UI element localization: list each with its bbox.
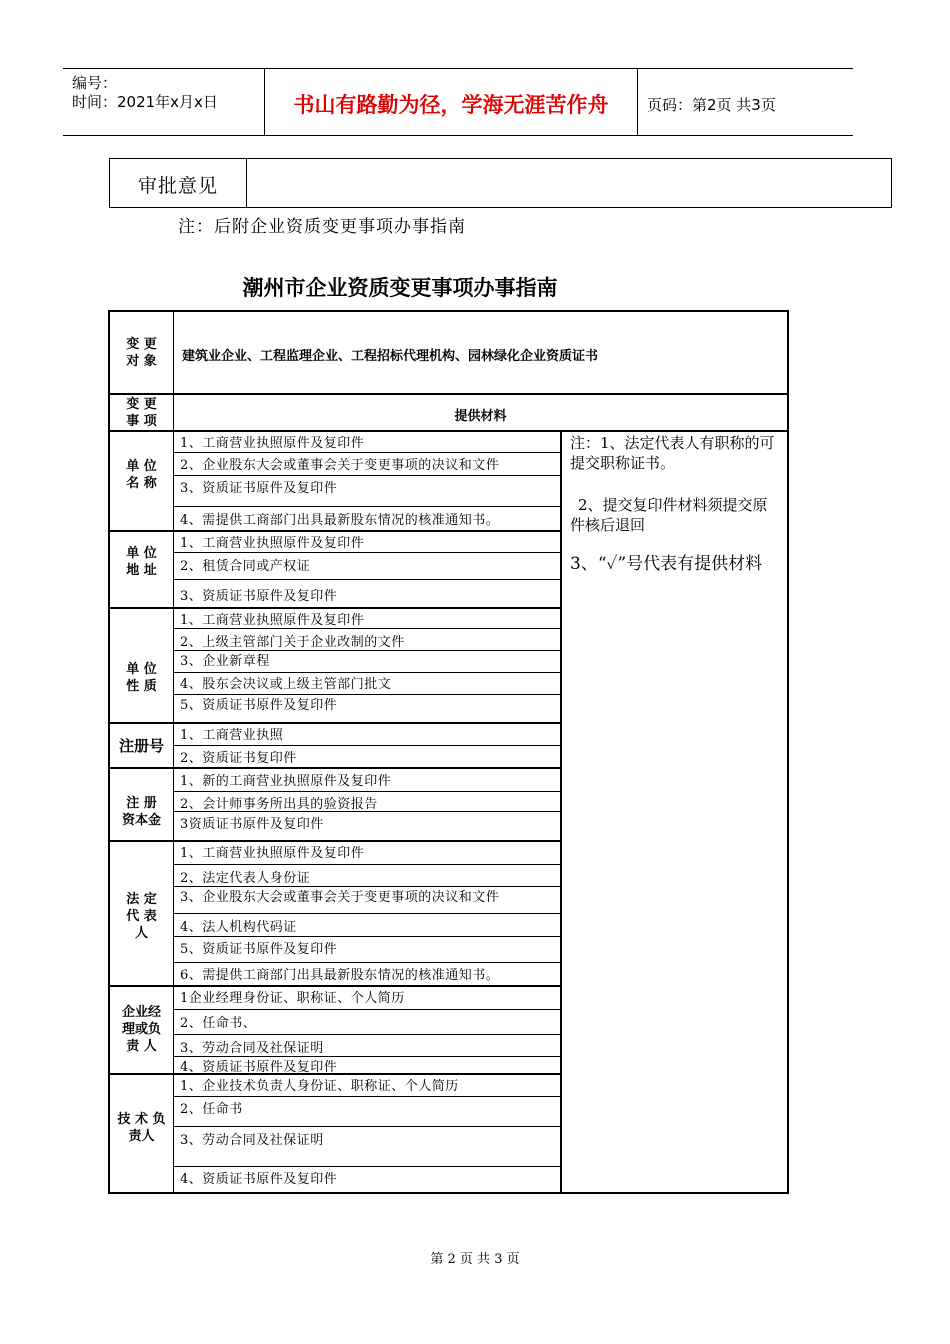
change-matter-label: 变 更 事 项 xyxy=(126,397,157,429)
material-item: 1、企业技术负责人身份证、职称证、个人简历 xyxy=(180,1079,459,1094)
category-label: 注册号 xyxy=(118,737,164,755)
motto: 书山有路勤为径，学海无涯苦作舟 xyxy=(293,93,609,117)
attachment-note: 注：后附企业资质变更事项办事指南 xyxy=(178,217,466,237)
page-footer: 第 2 页 共 3 页 xyxy=(430,1252,520,1267)
material-item: 4、法人机构代码证 xyxy=(180,920,297,935)
material-item: 1、工商营业执照原件及复印件 xyxy=(180,613,365,628)
material-item: 4、资质证书原件及复印件 xyxy=(180,1060,338,1075)
category-label: 技 术 负 责人 xyxy=(117,1112,166,1144)
material-item: 2、资质证书复印件 xyxy=(180,751,297,766)
category-label: 单 位 地 址 xyxy=(126,546,157,578)
material-item: 4、需提供工商部门出具最新股东情况的核准通知书。 xyxy=(180,513,500,528)
note-1: 注：1、法定代表人有职称的可提交职称证书。 xyxy=(570,434,775,472)
category-label: 企业经 理或负 责 人 xyxy=(121,1005,161,1054)
guide-title: 潮州市企业资质变更事项办事指南 xyxy=(242,276,558,300)
material-item: 2、会计师事务所出具的验资报告 xyxy=(180,797,378,812)
change-target-label: 变 更 对 象 xyxy=(126,337,157,369)
material-item: 5、资质证书原件及复印件 xyxy=(180,698,338,713)
category-label: 法 定 代 表 人 xyxy=(126,892,157,941)
change-target-value: 建筑业企业、工程监理企业、工程招标代理机构、园林绿化企业资质证书 xyxy=(182,349,599,364)
materials-header: 提供材料 xyxy=(454,409,507,424)
material-item: 1、工商营业执照原件及复印件 xyxy=(180,846,365,861)
material-item: 1企业经理身份证、职称证、个人简历 xyxy=(180,991,405,1006)
serial-label: 编号： xyxy=(72,74,118,92)
note-3: 3、“✓”号代表有提供材料 xyxy=(570,554,763,574)
approval-label: 审批意见 xyxy=(137,175,218,197)
material-item: 1、工商营业执照 xyxy=(180,728,284,743)
material-item: 1、工商营业执照原件及复印件 xyxy=(180,436,365,451)
material-item: 1、新的工商营业执照原件及复印件 xyxy=(180,774,392,789)
material-item: 3、资质证书原件及复印件 xyxy=(180,589,338,604)
category-label: 单 位 性 质 xyxy=(126,662,157,694)
material-item: 6、需提供工商部门出具最新股东情况的核准通知书。 xyxy=(180,968,500,983)
time-label: 时间：2021年x月x日 xyxy=(72,93,218,111)
material-item: 2、法定代表人身份证 xyxy=(180,871,311,886)
material-item: 3、劳动合同及社保证明 xyxy=(180,1133,324,1148)
material-item: 3、企业新章程 xyxy=(180,654,270,669)
material-item: 1、工商营业执照原件及复印件 xyxy=(180,536,365,551)
material-item: 2、任命书、 xyxy=(180,1016,257,1031)
category-label: 单 位 名 称 xyxy=(126,459,157,491)
notes-panel xyxy=(570,433,782,576)
approval-box xyxy=(109,158,892,208)
page-label: 页码：第2页 共3页 xyxy=(647,96,776,114)
material-item: 2、企业股东大会或董事会关于变更事项的决议和文件 xyxy=(180,458,500,473)
material-item: 4、股东会决议或上级主管部门批文 xyxy=(180,677,392,692)
header-divider xyxy=(637,68,638,136)
material-item: 3、劳动合同及社保证明 xyxy=(180,1041,324,1056)
material-item: 4、资质证书原件及复印件 xyxy=(180,1172,338,1187)
header-top-rule xyxy=(63,68,853,69)
material-item: 2、租赁合同或产权证 xyxy=(180,559,311,574)
material-item: 3、资质证书原件及复印件 xyxy=(180,481,338,496)
material-item: 5、资质证书原件及复印件 xyxy=(180,942,338,957)
category-label: 注 册 资本金 xyxy=(121,796,161,828)
header-bottom-rule xyxy=(63,135,853,136)
material-item: 3、企业股东大会或董事会关于变更事项的决议和文件 xyxy=(180,890,500,905)
material-item: 3资质证书原件及复印件 xyxy=(180,817,324,832)
material-item: 2、上级主管部门关于企业改制的文件 xyxy=(180,635,405,650)
note-2: 2、提交复印件材料须提交原件核后退回 xyxy=(570,496,768,534)
material-item: 2、任命书 xyxy=(180,1102,243,1117)
